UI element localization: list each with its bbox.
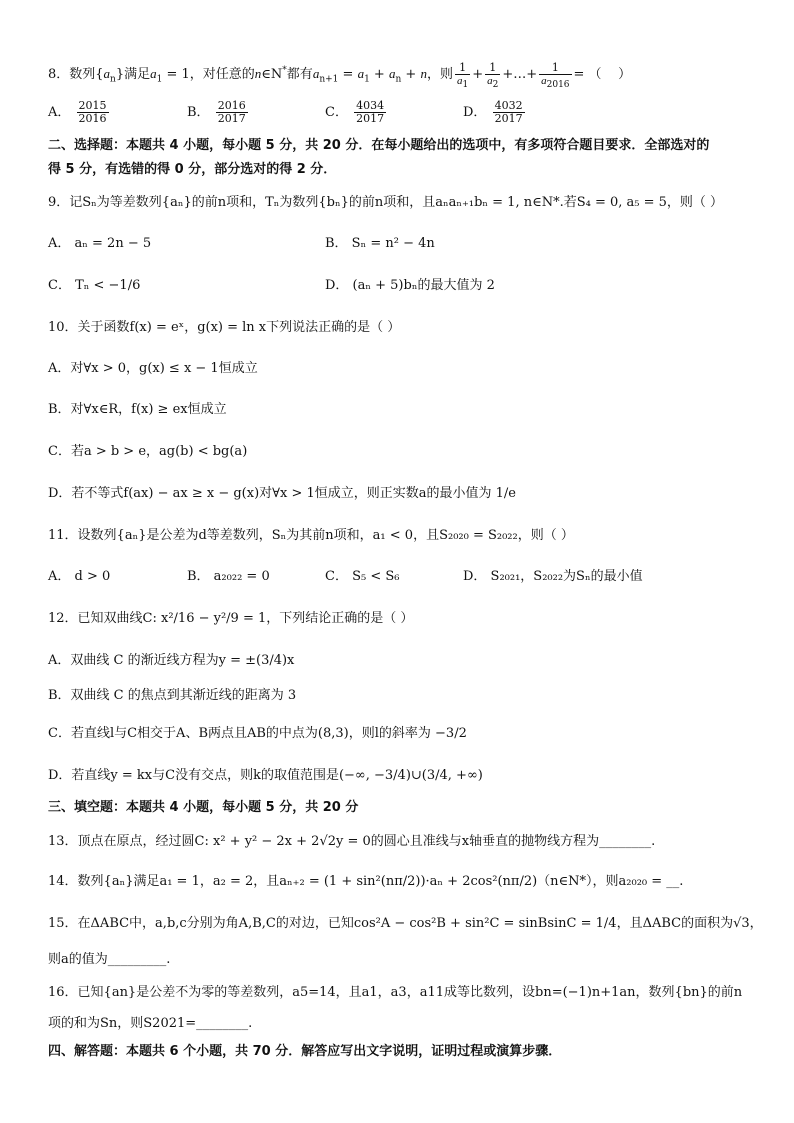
q10-option-b: B．对∀x∈R，f(x) ≥ ex恒成立	[48, 402, 227, 417]
q9-option-c: C． Tₙ < −1/6	[48, 278, 141, 293]
section-3-heading: 三、填空题：本题共 4 小题，每小题 5 分，共 20 分	[48, 800, 359, 815]
q14-text: 14．数列{aₙ}满足a₁ = 1，a₂ = 2，且aₙ₊₂ = (1 + sin²(nπ/2))·aₙ + 2cos²(nπ/2)（n∈N*），则a₂₀₂₀ = __.	[48, 874, 684, 889]
q9-stem: 9．记Sₙ为等差数列{aₙ}的前n项和，Tₙ为数列{bₙ}的前n项和，且aₙaₙ₊₁bₙ = 1, n∈N*.若S₄ = 0, a₅ = 5，则（ ）	[48, 195, 724, 210]
q11-option-c: C． S₅ < S₆	[325, 569, 400, 584]
q16-line2: 项的和为Sn，则S2021=________.	[48, 1016, 253, 1031]
q11-option-d: D． S₂₀₂₁，S₂₀₂₂为Sₙ的最小值	[463, 569, 643, 584]
q8-stem: 8．数列$\{a_n\}$满足$a_1 = 1$，对任意的n∈N*都有$a_{n+1} = a_1 + a_n + n$，则 $\frac{1}{a_1}$ + $\frac{1}{a_2}$ +…+ $\frac{1}{a_{2016}}$ = （ ）	[48, 61, 632, 91]
q8-option-a: A． $\frac{2015}{2016}$	[48, 99, 107, 125]
q10-option-c: C．若a > b > e，ag(b) < bg(a)	[48, 444, 248, 459]
q10-option-d: D．若不等式f(ax) − ax ≥ x − g(x)对∀x > 1恒成立，则正实数a的最小值为 1/e	[48, 486, 516, 501]
q12-option-c: C．若直线l与C相交于A、B两点且AB的中点为(8,3)，则l的斜率为 −3/2	[48, 726, 467, 741]
q16-line1: 16．已知{an}是公差不为零的等差数列，a5=14，且a1，a3，a11成等比数列，设bn=(−1)n+1an，数列{bn}的前n	[48, 985, 743, 1000]
q8-option-d: D． $\frac{4032}{2017}$	[463, 99, 523, 125]
q10-stem: 10．关于函数f(x) = eˣ，g(x) = ln x下列说法正确的是（ ）	[48, 320, 401, 335]
q12-option-d: D．若直线y = kx与C没有交点，则k的取值范围是(−∞, −3/4)∪(3/4, +∞)	[48, 768, 483, 783]
q9-option-d: D． (aₙ + 5)bₙ的最大值为 2	[325, 278, 495, 293]
q8-option-b: B． $\frac{2016}{2017}$	[187, 99, 246, 125]
q13-text: 13．顶点在原点，经过圆C: x² + y² − 2x + 2√2y = 0的圆心且准线与x轴垂直的抛物线方程为________.	[48, 834, 656, 849]
section-4-heading: 四、解答题：本题共 6 个小题，共 70 分．解答应写出文字说明，证明过程或演算步骤．	[48, 1044, 562, 1059]
q8-option-c: C． $\frac{4034}{2017}$	[325, 99, 385, 125]
q11-stem: 11．设数列{aₙ}是公差为d等差数列，Sₙ为其前n项和，a₁ < 0，且S₂₀₂₀ = S₂₀₂₂，则（ ）	[48, 528, 574, 543]
q11-option-b: B． a₂₀₂₂ = 0	[187, 569, 270, 584]
q12-stem: 12．已知双曲线C: x²/16 − y²/9 = 1，下列结论正确的是（ ）	[48, 611, 414, 626]
section-2-heading-line1: 二、选择题：本题共 4 小题，每小题 5 分，共 20 分．在每小题给出的选项中，有多项符合题目要求．全部选对的	[48, 138, 710, 153]
q9-option-b: B． Sₙ = n² − 4n	[325, 236, 435, 251]
q10-option-a: A．对∀x > 0，g(x) ≤ x − 1恒成立	[48, 361, 258, 376]
section-2-heading-line2: 得 5 分，有选错的得 0 分，部分选对的得 2 分．	[48, 162, 337, 177]
q12-option-b: B．双曲线 C 的焦点到其渐近线的距离为 3	[48, 688, 297, 703]
q11-option-a: A． d > 0	[48, 569, 111, 584]
q15-line1: 15．在ΔABC中，a,b,c分别为角A,B,C的对边，已知cos²A − cos²B + sin²C = sinBsinC = 1/4，且ΔABC的面积为√3，	[48, 916, 763, 931]
q12-option-a: A．双曲线 C 的渐近线方程为y = ±(3/4)x	[48, 653, 295, 668]
q9-option-a: A． aₙ = 2n − 5	[48, 236, 152, 251]
q15-line2: 则a的值为_________.	[48, 952, 171, 967]
